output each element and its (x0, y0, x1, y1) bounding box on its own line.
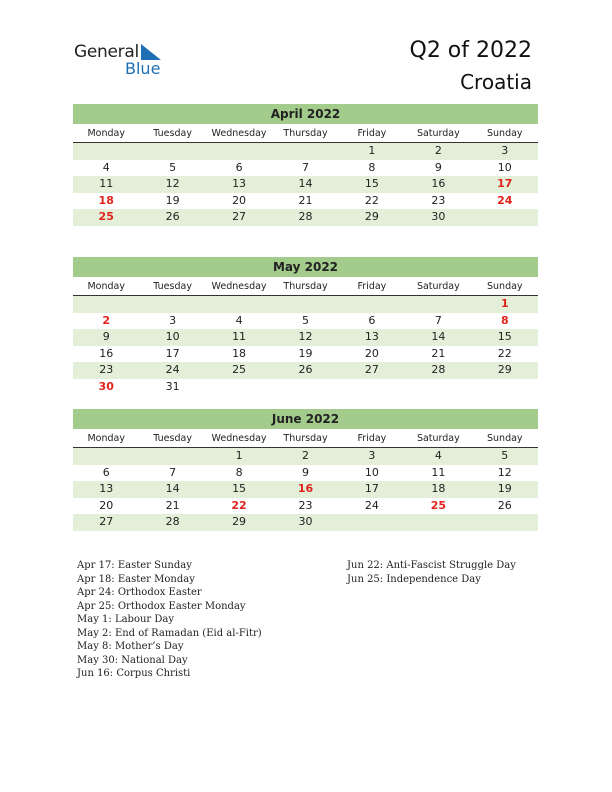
holiday-day-cell: 1 (500, 297, 509, 310)
week-row (73, 329, 538, 346)
day-cell: 12 (165, 177, 180, 190)
day-cell: 26 (497, 498, 512, 512)
day-cell: 20 (364, 346, 379, 360)
day-cell: 20 (232, 193, 247, 207)
holiday-list-item: Apr 18: Easter Monday (77, 573, 195, 585)
weekday-label: Wednesday (211, 281, 267, 292)
day-cell: 3 (501, 144, 509, 157)
holiday-list-item: Jun 25: Independence Day (347, 573, 481, 585)
day-cell (405, 514, 471, 531)
day-cell: 2 (301, 449, 309, 462)
weekday-label: Sunday (487, 128, 523, 139)
day-cell: 15 (497, 330, 512, 343)
weekday-header-row (73, 279, 538, 296)
day-cell: 16 (99, 346, 114, 360)
day-cell: 28 (298, 210, 313, 223)
weekday-label: Monday (87, 433, 125, 444)
day-cell: 12 (298, 330, 313, 343)
day-cell: 26 (165, 210, 180, 223)
weekday-label: Saturday (416, 128, 460, 139)
day-cell: 22 (497, 346, 512, 360)
month-june (73, 409, 538, 531)
holiday-list-item: May 2: End of Ramadan (Eid al-Fitr) (77, 627, 262, 639)
day-cell: 8 (235, 465, 243, 479)
day-cell: 19 (165, 193, 180, 207)
day-cell: 5 (501, 449, 509, 462)
day-cell: 31 (165, 379, 180, 393)
generalblue-logo (74, 42, 174, 78)
holiday-day-cell: 2 (102, 313, 111, 327)
day-cell: 10 (165, 330, 180, 343)
weekday-label: Thursday (283, 128, 328, 139)
week-row (73, 160, 538, 177)
day-cell: 6 (368, 313, 376, 327)
day-cell (139, 143, 205, 160)
day-cell: 10 (364, 465, 379, 479)
holiday-list-item: May 8: Mother’s Day (77, 641, 184, 652)
day-cell: 14 (298, 177, 313, 190)
weekday-label: Friday (357, 128, 387, 139)
day-cell: 23 (99, 363, 114, 376)
day-cell: 2 (434, 144, 442, 157)
day-cell: 4 (235, 313, 243, 327)
day-cell (206, 296, 272, 313)
day-cell: 11 (431, 465, 446, 479)
day-cell: 14 (165, 482, 180, 495)
day-cell: 19 (497, 482, 512, 495)
day-cell: 29 (232, 515, 247, 528)
day-cell: 10 (497, 160, 512, 174)
holiday-day-cell: 25 (98, 210, 114, 223)
weekday-header-row (73, 431, 538, 448)
weekday-label: Friday (357, 281, 387, 292)
day-cell: 21 (431, 346, 446, 360)
day-cell: 22 (364, 193, 379, 207)
weekday-label: Thursday (283, 281, 328, 292)
day-cell: 4 (434, 449, 442, 462)
day-cell (73, 296, 139, 313)
weekday-header-row (73, 126, 538, 143)
day-cell (339, 296, 405, 313)
page-title: Q2 of 2022 (409, 38, 532, 63)
day-cell: 7 (301, 160, 309, 174)
day-cell (73, 448, 139, 465)
day-cell (272, 143, 338, 160)
day-cell: 1 (235, 449, 243, 462)
holiday-list-item: May 30: National Day (77, 654, 188, 666)
day-cell: 29 (497, 363, 512, 376)
weekday-label: Monday (87, 281, 125, 292)
week-row (73, 313, 538, 330)
week-row (73, 176, 538, 193)
week-row (73, 346, 538, 363)
day-cell: 7 (434, 313, 442, 327)
day-cell (472, 379, 538, 396)
holiday-list-item: Apr 25: Orthodox Easter Monday (77, 600, 246, 612)
day-cell: 23 (431, 193, 446, 207)
day-cell (206, 379, 272, 396)
day-cell: 16 (431, 177, 446, 190)
day-cell: 4 (102, 160, 110, 174)
week-row (73, 193, 538, 210)
holiday-day-cell: 18 (98, 193, 114, 207)
day-cell: 29 (364, 210, 379, 223)
day-cell: 5 (169, 160, 177, 174)
day-cell: 15 (232, 482, 247, 495)
week-row (73, 209, 538, 226)
day-cell: 7 (169, 465, 177, 479)
day-cell: 17 (165, 346, 180, 360)
holiday-list-column-1 (77, 559, 262, 681)
month-may (73, 257, 538, 395)
day-cell: 25 (232, 363, 247, 376)
week-row (73, 481, 538, 498)
day-cell: 27 (99, 515, 114, 528)
day-cell: 30 (431, 210, 446, 223)
week-row (73, 143, 538, 160)
week-row (73, 465, 538, 482)
day-cell: 9 (102, 330, 110, 343)
weekday-label: Monday (87, 128, 125, 139)
day-cell (472, 514, 538, 531)
holiday-day-cell: 25 (430, 498, 446, 512)
day-cell: 1 (368, 144, 376, 157)
holiday-day-cell: 22 (231, 498, 247, 512)
day-cell: 18 (232, 346, 247, 360)
week-row (73, 379, 538, 396)
day-cell: 3 (169, 313, 177, 327)
day-cell: 28 (431, 363, 446, 376)
month-header: May 2022 (73, 257, 538, 277)
day-cell: 3 (368, 449, 376, 462)
day-cell: 19 (298, 346, 313, 360)
holiday-list-item: Apr 17: Easter Sunday (77, 560, 192, 571)
weekday-label: Tuesday (153, 281, 192, 292)
holiday-day-cell: 17 (497, 177, 513, 190)
weekday-label: Friday (357, 433, 387, 444)
week-row (73, 514, 538, 531)
weekday-label: Thursday (283, 433, 328, 444)
day-cell: 20 (99, 498, 114, 512)
month-header: April 2022 (73, 104, 538, 124)
day-cell: 13 (232, 177, 247, 190)
day-cell: 24 (364, 498, 379, 512)
day-cell (139, 296, 205, 313)
holiday-day-cell: 8 (500, 313, 509, 327)
day-cell: 12 (497, 465, 512, 479)
day-cell: 9 (434, 160, 442, 174)
day-cell: 27 (232, 210, 247, 223)
day-cell: 13 (364, 330, 379, 343)
weekday-label: Tuesday (153, 128, 192, 139)
day-cell: 18 (431, 482, 446, 495)
day-cell: 11 (232, 330, 247, 343)
holiday-list-item: Jun 16: Corpus Christi (77, 668, 191, 679)
month-april (73, 104, 538, 226)
day-cell: 13 (99, 482, 114, 495)
day-cell (405, 379, 471, 396)
month-header: June 2022 (73, 409, 538, 429)
day-cell: 21 (298, 193, 313, 207)
weekday-label: Saturday (416, 433, 460, 444)
weekday-label: Wednesday (211, 433, 267, 444)
day-cell: 24 (165, 363, 180, 376)
day-cell: 9 (301, 465, 309, 479)
weekday-label: Saturday (416, 281, 460, 292)
day-cell: 21 (165, 498, 180, 512)
country-subtitle: Croatia (460, 70, 532, 94)
week-row (73, 448, 538, 465)
holiday-list-column-2 (347, 559, 516, 586)
day-cell: 8 (368, 160, 376, 174)
day-cell (73, 143, 139, 160)
holiday-day-cell: 16 (297, 482, 314, 495)
day-cell (139, 448, 205, 465)
week-row (73, 296, 538, 313)
weekday-label: Tuesday (153, 433, 192, 444)
weekday-label: Sunday (487, 433, 523, 444)
day-cell: 30 (298, 515, 313, 528)
holiday-day-cell: 24 (497, 193, 513, 207)
day-cell (272, 296, 338, 313)
weekday-label: Wednesday (211, 128, 267, 139)
day-cell: 23 (298, 498, 313, 512)
day-cell (272, 379, 338, 396)
week-row (73, 362, 538, 379)
day-cell (405, 296, 471, 313)
weekday-label: Sunday (487, 281, 523, 292)
day-cell: 6 (102, 465, 110, 479)
week-row (73, 498, 538, 515)
day-cell: 17 (364, 482, 379, 495)
day-cell: 11 (99, 177, 114, 190)
logo-blue-text: Blue (125, 59, 161, 78)
day-cell (339, 379, 405, 396)
holiday-list-item: Apr 24: Orthodox Easter (77, 587, 202, 598)
day-cell: 28 (165, 515, 180, 528)
holiday-list-item: May 1: Labour Day (77, 614, 174, 625)
logo-general-text: General (74, 42, 139, 62)
day-cell (206, 143, 272, 160)
day-cell: 27 (364, 363, 379, 376)
day-cell: 5 (301, 313, 309, 327)
day-cell: 14 (431, 330, 446, 343)
logo-triangle-icon (141, 44, 161, 60)
day-cell (472, 209, 538, 226)
day-cell: 26 (298, 363, 313, 376)
holiday-list-item: Jun 22: Anti-Fascist Struggle Day (347, 560, 516, 571)
day-cell: 6 (235, 160, 243, 174)
day-cell (339, 514, 405, 531)
day-cell: 15 (364, 177, 379, 190)
holiday-day-cell: 30 (98, 379, 114, 393)
